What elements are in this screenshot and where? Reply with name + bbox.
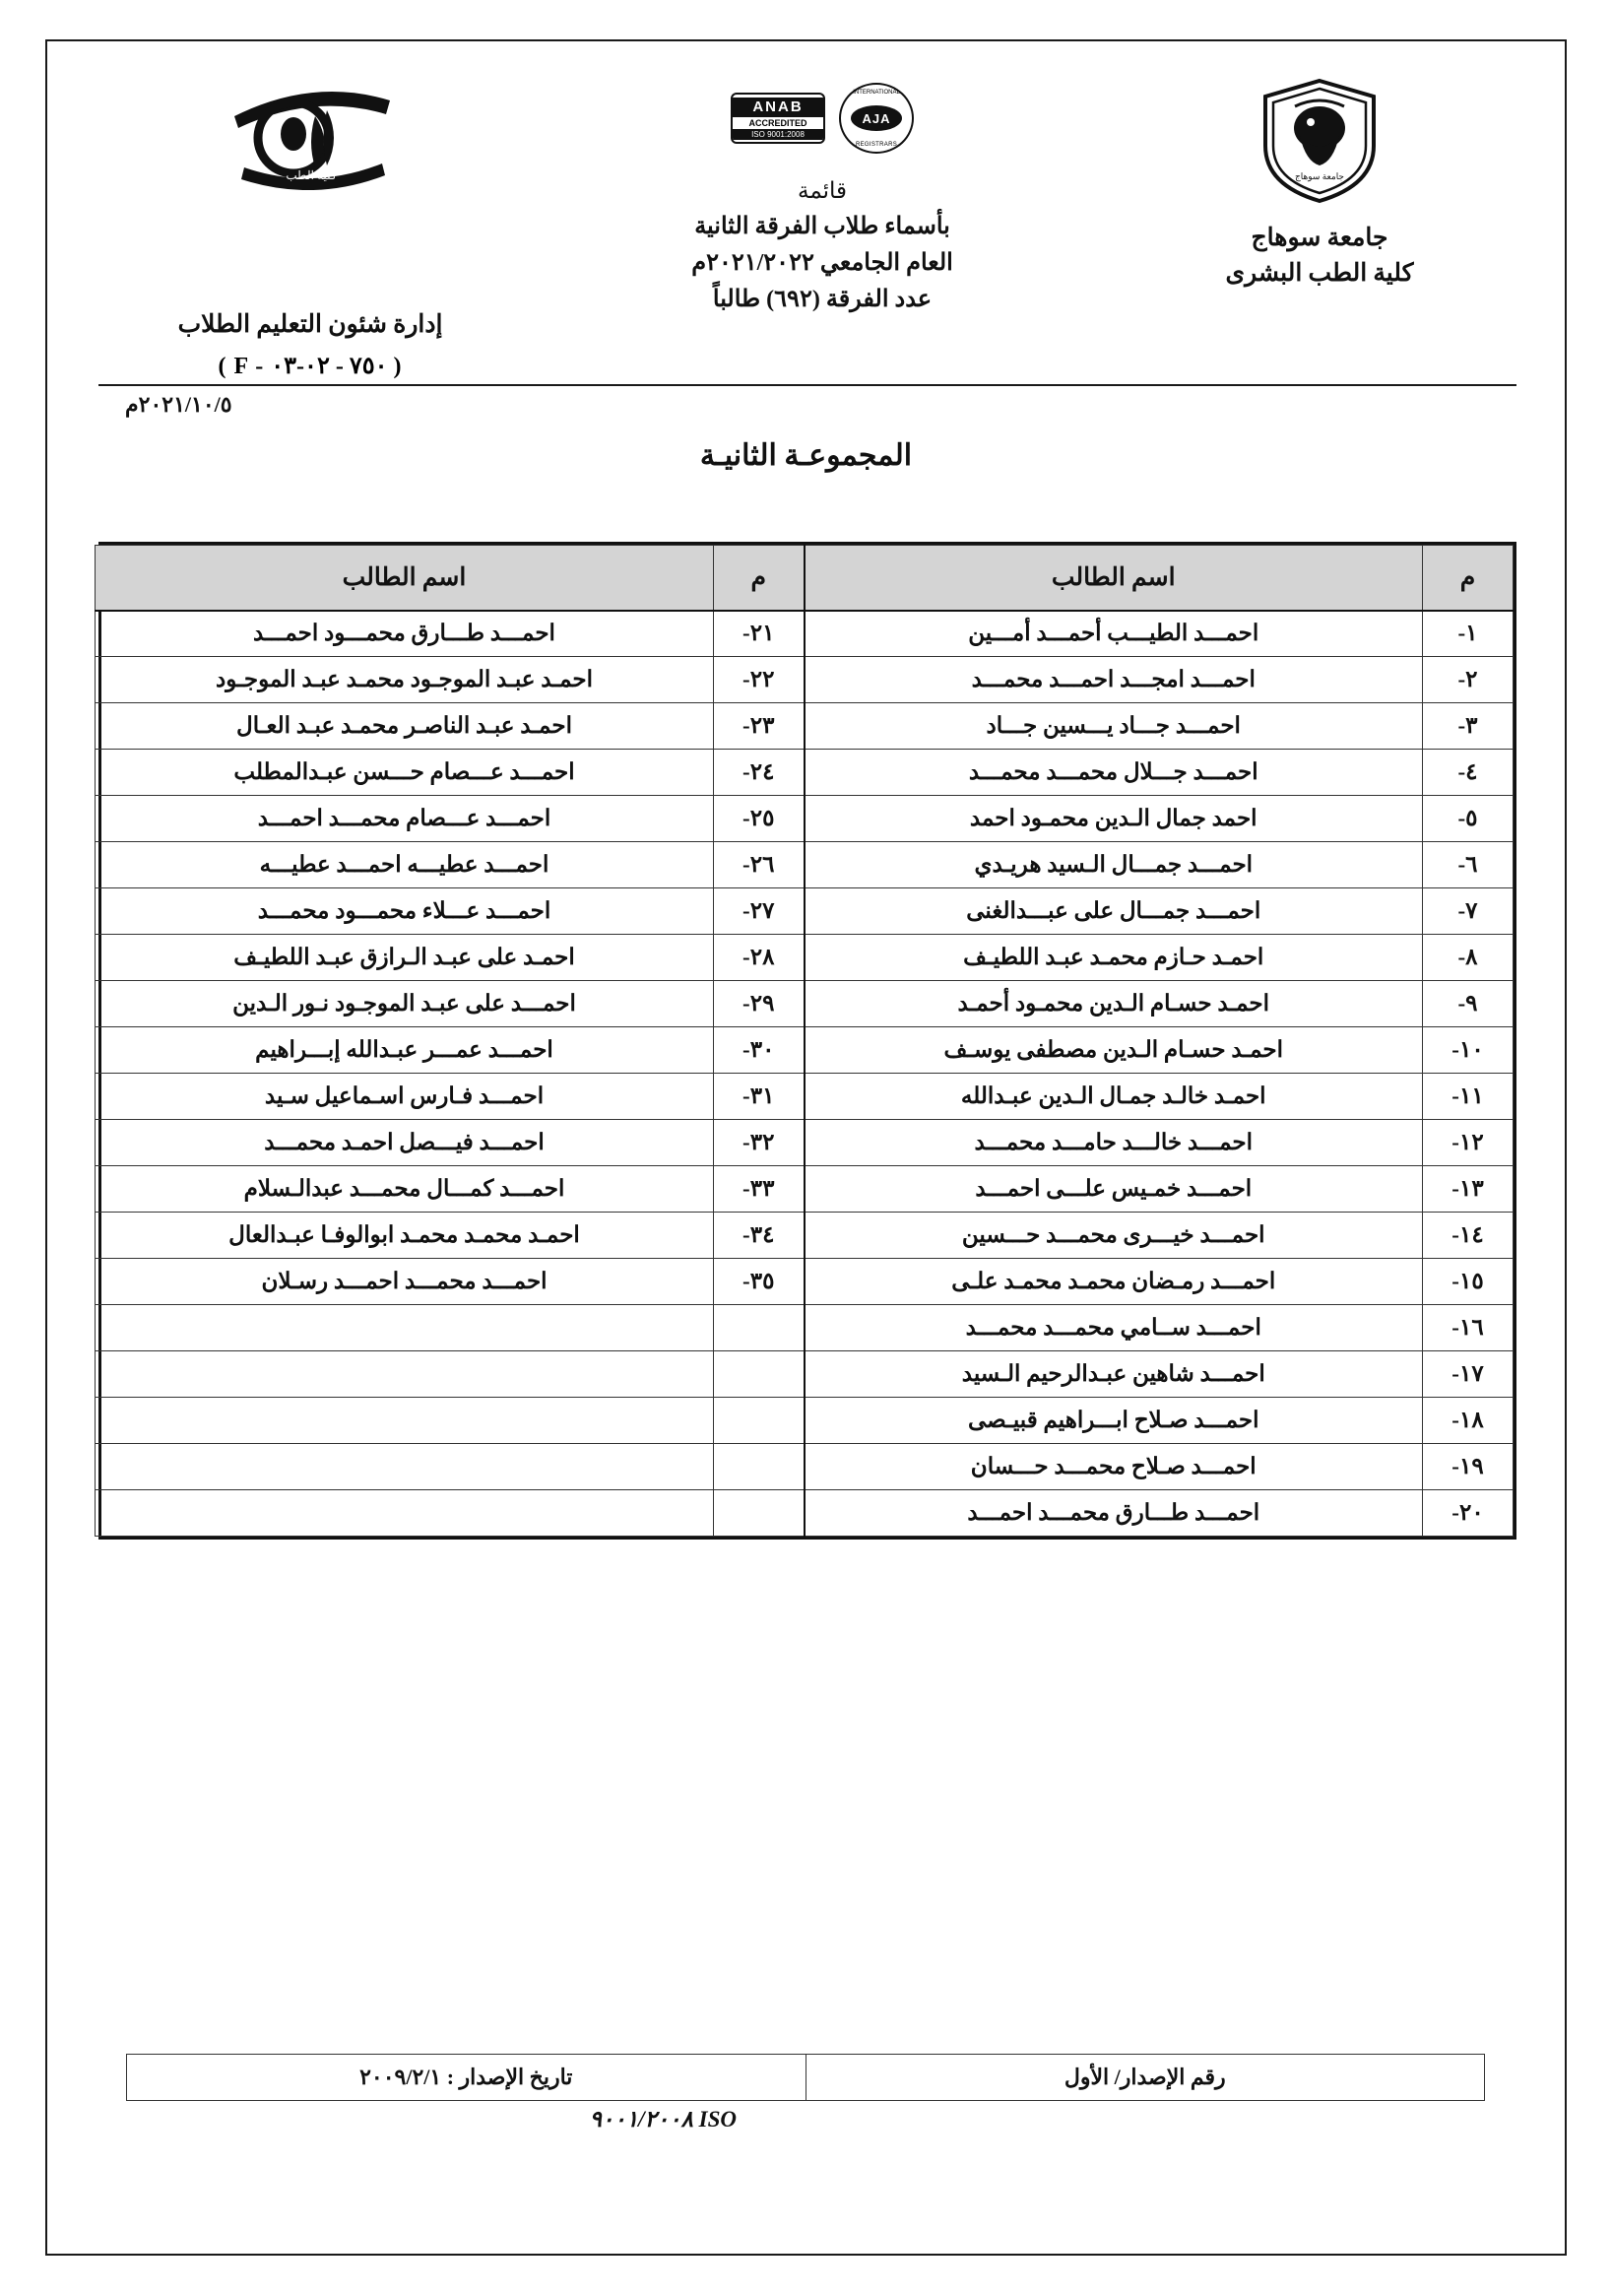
row-name-right: احمـــد جـــلال محمـــد محمـــد: [805, 750, 1423, 796]
row-num-right: ٣-: [1423, 703, 1514, 750]
row-num-right: ٢٠-: [1423, 1490, 1514, 1537]
row-name-left: احمـــد عـــلاء محمـــود محمـــد: [96, 888, 714, 935]
header-divider: [98, 384, 1516, 386]
row-num-right: ١٠-: [1423, 1027, 1514, 1074]
row-name-left: احمـد عبـد الناصـر محمـد عبـد العـال: [96, 703, 714, 750]
row-num-right: ١٩-: [1423, 1444, 1514, 1490]
row-num-right: ٦-: [1423, 842, 1514, 888]
row-num-left: [714, 1490, 805, 1537]
row-name-left: [96, 1490, 714, 1537]
row-name-left: احمـد عبـد الموجـود محمـد عبـد الموجـود: [96, 657, 714, 703]
row-num-left: ٣٥-: [714, 1259, 805, 1305]
table-row: [96, 842, 1514, 888]
table-row: [96, 888, 1514, 935]
sohag-faculty-logo-icon: [225, 77, 397, 190]
table-row: [96, 1398, 1514, 1444]
row-name-left: احمـــد على عبـد الموجـود نـور الـدين: [96, 981, 714, 1027]
row-name-right: احمـد خالـد جمـال الـدين عبـدالله: [805, 1074, 1423, 1120]
table-row: [96, 1351, 1514, 1398]
row-name-left: احمـــد فـارس اسـماعيل سـيد: [96, 1074, 714, 1120]
row-num-left: ٢٨-: [714, 935, 805, 981]
row-num-left: ٢٣-: [714, 703, 805, 750]
row-name-right: احمـــد جـــاد يـــسين جـــاد: [805, 703, 1423, 750]
row-name-left: احمـــد فيـــصل احمـد محمـــد: [96, 1120, 714, 1166]
row-name-left: احمـــد عمـــر عبـدالله إبـــراهيم: [96, 1027, 714, 1074]
row-num-left: ٣٣-: [714, 1166, 805, 1213]
row-name-left: احمـــد عـــصام حـــسن عبـدالمطلب: [96, 750, 714, 796]
row-name-left: [96, 1398, 714, 1444]
iso-standard-note: ISO ٩٠٠١/٢٠٠٨: [589, 2107, 737, 2132]
row-num-left: ٣٠-: [714, 1027, 805, 1074]
row-name-right: احمـد حسـام الـدين محمـود أحمـد: [805, 981, 1423, 1027]
table-row: [96, 1305, 1514, 1351]
row-name-right: احمـــد صـلاح محمـــد حـــسان: [805, 1444, 1423, 1490]
row-name-left: احمـد على عبـد الـرازق عبـد اللطيـف: [96, 935, 714, 981]
row-name-right: احمـــد خيـــرى محمـــد حـــسين: [805, 1213, 1423, 1259]
row-name-right: احمـــد الطيـــب أحمـــد أمـــين: [805, 611, 1423, 657]
header-university-block: [1123, 77, 1516, 293]
svg-text:جامعة سوهاج: جامعة سوهاج: [1294, 171, 1345, 181]
row-num-right: ١٦-: [1423, 1305, 1514, 1351]
table-row: [96, 1213, 1514, 1259]
header-center-block: [547, 77, 1098, 318]
table-row: [96, 1074, 1514, 1120]
group-title: المجموعـة الثانيـة: [699, 439, 913, 472]
row-num-left: ٣١-: [714, 1074, 805, 1120]
row-name-right: احمـد حسـام الـدين مصطفى يوسـف: [805, 1027, 1423, 1074]
row-num-left: ٢٩-: [714, 981, 805, 1027]
row-num-left: ٣٢-: [714, 1120, 805, 1166]
row-name-left: احمـــد كمـــال محمـــد عبدالـسلام: [96, 1166, 714, 1213]
table-row: [96, 750, 1514, 796]
row-num-left: ٢٢-: [714, 657, 805, 703]
row-num-left: [714, 1351, 805, 1398]
row-name-left: [96, 1305, 714, 1351]
row-num-right: ٧-: [1423, 888, 1514, 935]
document-title: قائمة بأسماء طلاب الفرقة الثانية العام الجامعي ٢٠٢١/٢٠٢٢م عدد الفرقة (٦٩٢) طالباً: [691, 178, 953, 313]
iso-badges: [731, 83, 914, 154]
table-row: [96, 611, 1514, 657]
col-header-num-right: م: [1423, 546, 1514, 611]
form-code-label: ( F - ٧٥٠ - ٠٢-٠٣ ): [218, 353, 403, 379]
row-num-left: ٢٤-: [714, 750, 805, 796]
row-num-left: ٢١-: [714, 611, 805, 657]
row-name-left: احمـد محمـد محمـد ابوالوفـا عبـدالعال: [96, 1213, 714, 1259]
row-num-right: ٤-: [1423, 750, 1514, 796]
row-num-right: ١١-: [1423, 1074, 1514, 1120]
row-num-right: ١٢-: [1423, 1120, 1514, 1166]
row-num-left: ٢٥-: [714, 796, 805, 842]
row-num-right: ١-: [1423, 611, 1514, 657]
university-shield-icon: [1256, 77, 1384, 205]
col-header-num-left: م: [714, 546, 805, 611]
row-name-right: احمـد حـازم محمـد عبـد اللطيـف: [805, 935, 1423, 981]
admin-department-label: إدارة شئون التعليم الطلاب: [177, 311, 443, 338]
document-header: [98, 77, 1516, 379]
anab-accreditation-icon: ANAB ACCREDITED ISO 9001:2008: [731, 93, 825, 144]
row-name-right: احمـــد جمـــال على عبـــدالغنى: [805, 888, 1423, 935]
table-row: [96, 796, 1514, 842]
document-date: ٢٠٢١/١٠/٥م: [125, 392, 232, 417]
row-name-left: احمـــد محمـــد احمـــد رسـلان: [96, 1259, 714, 1305]
table-row: [96, 935, 1514, 981]
table-row: [96, 657, 1514, 703]
table-row: [96, 981, 1514, 1027]
table-row: [96, 1259, 1514, 1305]
footer-table: [126, 2054, 1485, 2101]
col-header-name-left: اسم الطالب: [96, 546, 714, 611]
row-name-left: [96, 1351, 714, 1398]
row-num-left: [714, 1444, 805, 1490]
university-title: جامعة سوهاج كلية الطب البشرى: [1225, 225, 1414, 288]
students-table: [95, 545, 1514, 1537]
row-name-right: احمـــد شاهين عبـدالرحيم الـسيد: [805, 1351, 1423, 1398]
table-row: [96, 1120, 1514, 1166]
table-row: [96, 1490, 1514, 1537]
row-name-right: احمـــد صـلاح ابـــراهيم قبيـصى: [805, 1398, 1423, 1444]
row-name-right: احمـــد جمـــال الـسيد هريـدي: [805, 842, 1423, 888]
svg-text:كلية الطب: كلية الطب: [285, 168, 337, 182]
row-num-right: ١٤-: [1423, 1213, 1514, 1259]
table-header-row: [96, 546, 1514, 611]
row-num-right: ١٧-: [1423, 1351, 1514, 1398]
header-admin-block: [98, 77, 522, 380]
row-num-right: ١٨-: [1423, 1398, 1514, 1444]
table-body: [96, 611, 1514, 1537]
row-num-right: ٢-: [1423, 657, 1514, 703]
row-num-right: ٩-: [1423, 981, 1514, 1027]
row-num-left: ٢٦-: [714, 842, 805, 888]
row-name-right: احمد جمال الـدين محمـود احمد: [805, 796, 1423, 842]
table-row: [96, 703, 1514, 750]
row-name-right: احمـــد امجـــد احمـــد محمـــد: [805, 657, 1423, 703]
students-table-container: [98, 542, 1516, 1540]
row-num-left: [714, 1305, 805, 1351]
row-name-left: احمـــد عـــصام محمـــد احمـــد: [96, 796, 714, 842]
aja-registrars-icon: INTERNATIONAL AJA REGISTRARS: [839, 83, 914, 154]
col-header-name-right: اسم الطالب: [805, 546, 1423, 611]
row-num-right: ٨-: [1423, 935, 1514, 981]
footer-row: [127, 2055, 1485, 2101]
row-name-right: احمـــد خالـــد حامـــد محمـــد: [805, 1120, 1423, 1166]
row-num-right: ٥-: [1423, 796, 1514, 842]
row-name-left: احمـــد عطيـــه احمـــد عطيـــه: [96, 842, 714, 888]
row-num-right: ١٥-: [1423, 1259, 1514, 1305]
row-name-left: [96, 1444, 714, 1490]
row-name-right: احمـــد طـــارق محمـــد احمـــد: [805, 1490, 1423, 1537]
table-row: [96, 1444, 1514, 1490]
issue-date-cell: تاريخ الإصدار : ٢٠٠٩/٢/١: [127, 2055, 806, 2101]
row-name-right: احمـــد ســامي محمـــد محمـــد: [805, 1305, 1423, 1351]
table-row: [96, 1027, 1514, 1074]
row-name-left: احمـــد طـــارق محمـــود احمـــد: [96, 611, 714, 657]
row-num-right: ١٣-: [1423, 1166, 1514, 1213]
row-name-right: احمـــد خمـيس علـــى احمـــد: [805, 1166, 1423, 1213]
document-footer: [126, 2054, 1485, 2132]
row-num-left: ٣٤-: [714, 1213, 805, 1259]
row-num-left: ٢٧-: [714, 888, 805, 935]
issue-number-cell: رقم الإصدار/ الأول: [806, 2055, 1485, 2101]
row-name-right: احمـــد رمـضان محمـد محمـد علـى: [805, 1259, 1423, 1305]
row-num-left: [714, 1398, 805, 1444]
table-row: [96, 1166, 1514, 1213]
